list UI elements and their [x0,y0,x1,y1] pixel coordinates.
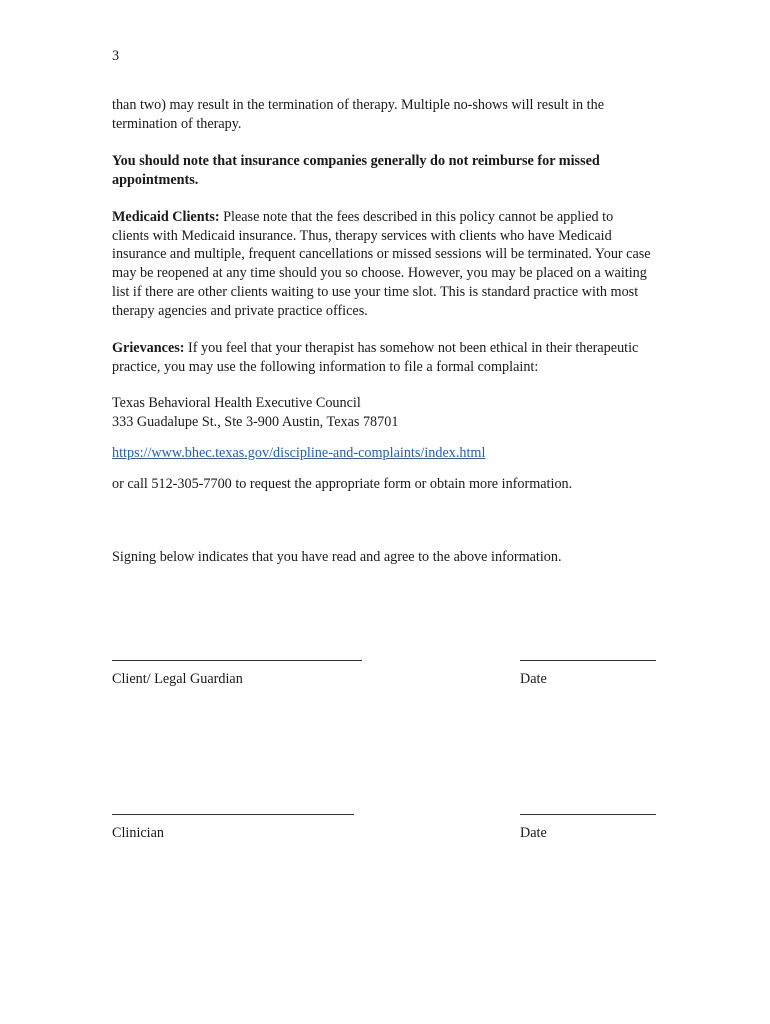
council-name: Texas Behavioral Health Executive Council [112,395,361,411]
signing-statement: Signing below indicates that you have read and agree to the above information. [112,549,562,565]
insurance-note: You should note that insurance companies generally do not reimburse for missed appointments. [112,153,600,188]
grievances-paragraph [112,339,652,376]
client-date-label: Date [520,671,547,687]
clinician-signature-label: Clinician [112,825,165,841]
medicaid-heading: Medicaid Clients: [112,209,220,225]
complaints-link[interactable]: https://www.bhec.texas.gov/discipline-and-complaints/index.html [112,445,486,461]
medicaid-paragraph [112,208,652,320]
medicaid-text: Please note that the fees described in this policy cannot be applied to clients with Medicaid insurance. Thus, therapy services with clients who have Medicaid insurance and multiple, frequent cancellations or missed sessions will be terminated. Your case may be reopened at any time should you so choose. However, you may be placed on a waiting list if there are other clients waiting to use your time slot. This is standard practice with most therapy agencies and private practice offices. [112,209,651,319]
grievances-heading: Grievances: [112,340,185,356]
call-instructions: or call 512-305-7700 to request the appropriate form or obtain more information. [112,476,573,492]
grievances-text: If you feel that your therapist has somehow not been ethical in their therapeutic practice, you may use the following information to file a formal complaint: [112,340,639,375]
client-signature-label: Client/ Legal Guardian [112,671,243,687]
client-date-line[interactable] [520,660,656,661]
client-signature-line[interactable] [112,660,362,661]
clinician-date-line[interactable] [520,814,656,815]
page-number: 3 [112,48,120,64]
council-address: 333 Guadalupe St., Ste 3-900 Austin, Texas 78701 [112,414,399,430]
clinician-signature-line[interactable] [112,814,354,815]
intro-paragraph: than two) may result in the termination of therapy. Multiple no-shows will result in the termination of therapy. [112,97,605,132]
clinician-date-label: Date [520,825,547,841]
